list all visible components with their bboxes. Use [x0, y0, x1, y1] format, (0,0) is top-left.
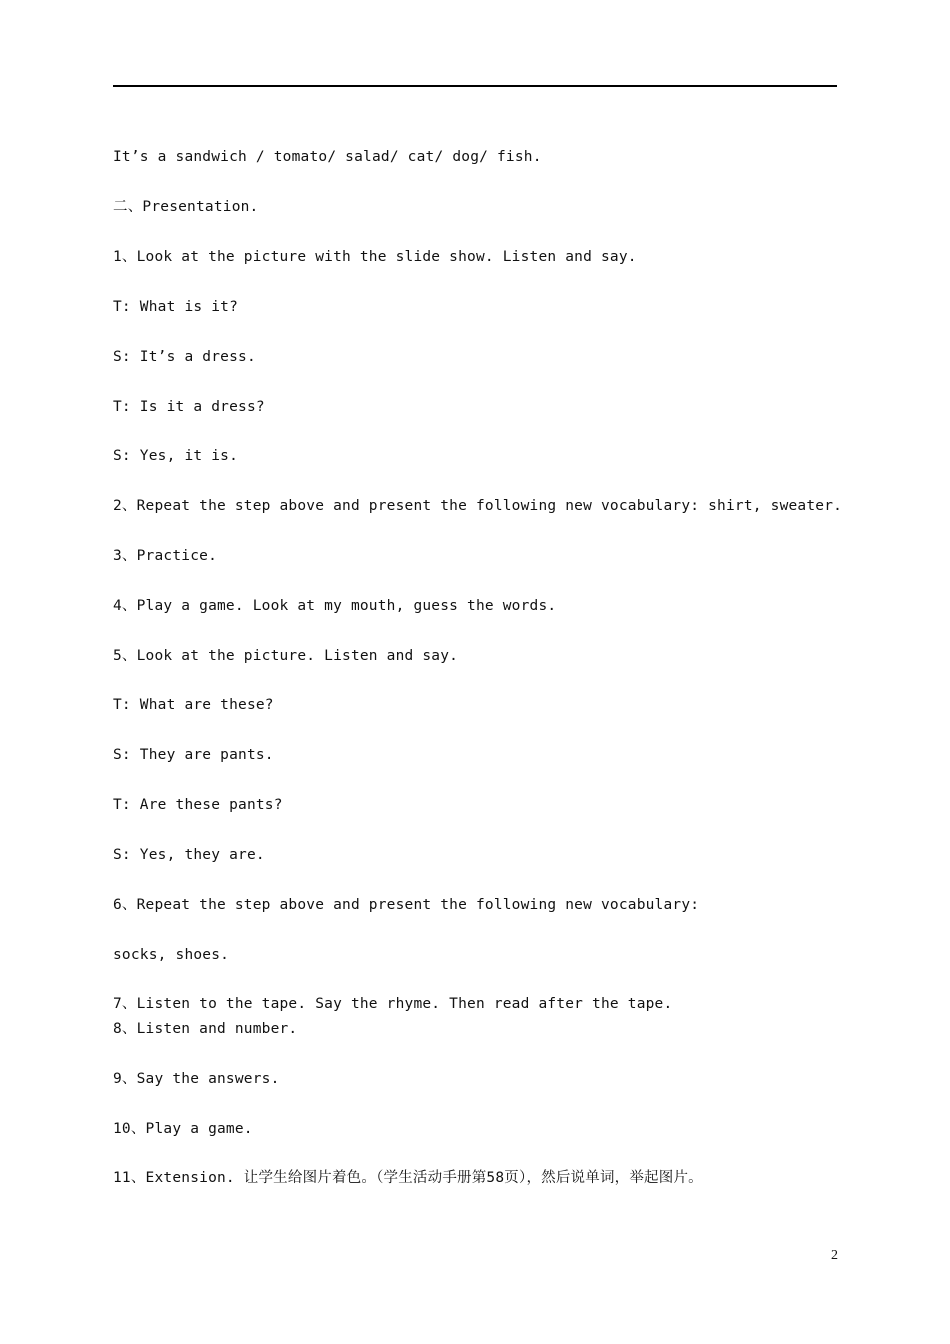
text-line: S: Yes, it is. [113, 448, 239, 464]
text-line: 1、Look at the picture with the slide show. Listen and say. [113, 249, 637, 265]
text-line: T: What are these? [113, 697, 274, 713]
text-line: 3、Practice. [113, 548, 217, 564]
text-line: T: Is it a dress? [113, 399, 265, 415]
text-line: T: What is it? [113, 299, 239, 315]
text-line: S: They are pants. [113, 747, 274, 763]
text-line: socks, shoes. [113, 947, 230, 963]
text-line: 7、Listen to the tape. Say the rhyme. Then read after the tape. [113, 996, 673, 1012]
text-line: 8、Listen and number. [113, 1021, 298, 1037]
text-line: 4、Play a game. Look at my mouth, guess the words. [113, 598, 557, 614]
text-line: 9、Say the answers. [113, 1071, 280, 1087]
text-line: 2、Repeat the step above and present the following new vocabulary: shirt, sweater. [113, 498, 843, 514]
text-line: 6、Repeat the step above and present the following new vocabulary: [113, 897, 700, 913]
text-line: T: Are these pants? [113, 797, 283, 813]
text-line: It’s a sandwich / tomato/ salad/ cat/ dog/ fish. [113, 149, 542, 165]
text-line: S: Yes, they are. [113, 847, 265, 863]
text-line: 10、Play a game. [113, 1121, 253, 1137]
section-heading: 二、Presentation. [113, 199, 259, 215]
text-line: S: It’s a dress. [113, 349, 256, 365]
page-number: 2 [831, 1248, 838, 1263]
text-line: 11、Extension. 让学生给图片着色。（学生活动手册第58页），然后说单词，举起图片。 [113, 1170, 703, 1186]
header-rule [113, 85, 837, 87]
text-line: 5、Look at the picture. Listen and say. [113, 648, 459, 664]
